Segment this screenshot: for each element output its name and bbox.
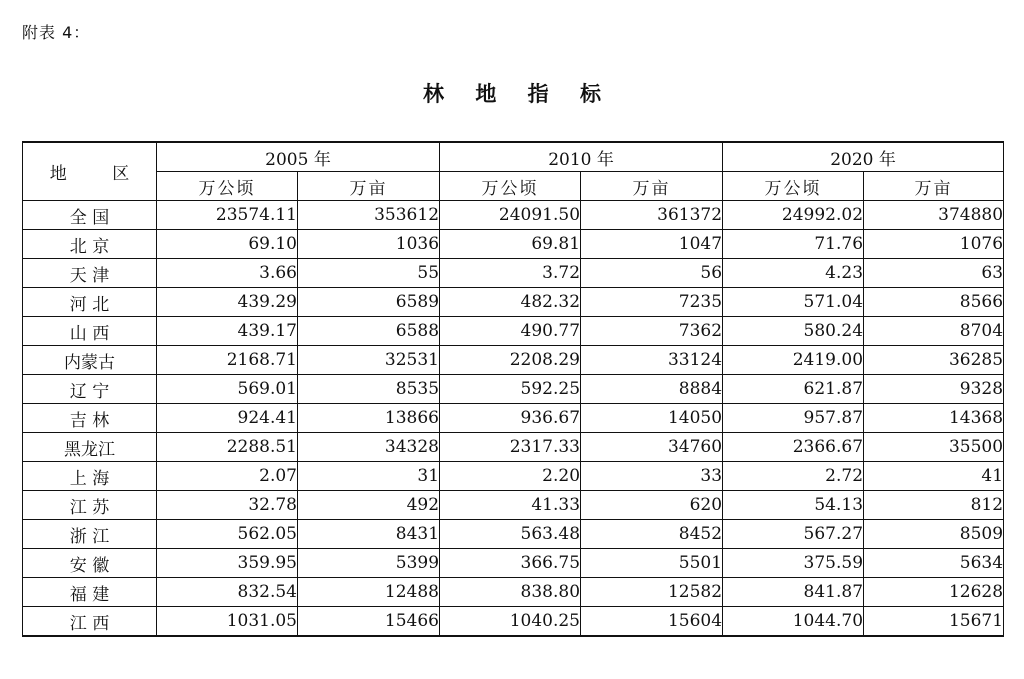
value-cell-hectare: 2.07 [157,462,298,491]
value-cell-hectare: 621.87 [723,375,864,404]
region-header: 地 区 [23,142,157,201]
value-cell-hectare: 439.29 [157,288,298,317]
value-cell-hectare: 490.77 [440,317,581,346]
value-cell-mu: 8509 [864,520,1004,549]
value-cell-mu: 12488 [298,578,440,607]
value-cell-hectare: 957.87 [723,404,864,433]
annex-label: 附表 4： [22,23,91,42]
value-cell-mu: 9328 [864,375,1004,404]
value-cell-mu: 34760 [581,433,723,462]
value-cell-mu: 31 [298,462,440,491]
value-cell-mu: 35500 [864,433,1004,462]
value-cell-hectare: 2419.00 [723,346,864,375]
value-cell-mu: 41 [864,462,1004,491]
value-cell-mu: 374880 [864,201,1004,230]
region-cell: 浙 江 [23,520,157,549]
value-cell-mu: 33124 [581,346,723,375]
value-cell-mu: 361372 [581,201,723,230]
value-cell-hectare: 2208.29 [440,346,581,375]
value-cell-hectare: 1040.25 [440,607,581,637]
value-cell-mu: 14368 [864,404,1004,433]
table-row [23,462,1004,491]
value-cell-mu: 8566 [864,288,1004,317]
region-cell: 上 海 [23,462,157,491]
region-cell: 吉 林 [23,404,157,433]
value-cell-mu: 1076 [864,230,1004,259]
value-cell-mu: 8431 [298,520,440,549]
value-cell-hectare: 3.72 [440,259,581,288]
table-row [23,259,1004,288]
region-cell: 天 津 [23,259,157,288]
value-cell-mu: 36285 [864,346,1004,375]
table-row [23,201,1004,230]
value-cell-mu: 812 [864,491,1004,520]
value-cell-hectare: 562.05 [157,520,298,549]
year-header-2010: 2010 年 [440,142,723,172]
table-row [23,520,1004,549]
unit-header-mu: 万亩 [581,172,723,201]
value-cell-mu: 33 [581,462,723,491]
value-cell-mu: 14050 [581,404,723,433]
value-cell-hectare: 24992.02 [723,201,864,230]
value-cell-mu: 34328 [298,433,440,462]
year-header-2020: 2020 年 [723,142,1004,172]
value-cell-hectare: 924.41 [157,404,298,433]
table-body [23,201,1004,637]
table-row [23,288,1004,317]
value-cell-hectare: 3.66 [157,259,298,288]
value-cell-hectare: 832.54 [157,578,298,607]
value-cell-hectare: 841.87 [723,578,864,607]
value-cell-hectare: 936.67 [440,404,581,433]
region-cell: 安 徽 [23,549,157,578]
value-cell-hectare: 482.32 [440,288,581,317]
value-cell-mu: 5501 [581,549,723,578]
value-cell-mu: 8535 [298,375,440,404]
table-title: 林 地 指 标 [423,82,613,106]
value-cell-mu: 12582 [581,578,723,607]
region-cell: 全 国 [23,201,157,230]
year-header-2005: 2005 年 [157,142,440,172]
table-row [23,346,1004,375]
value-cell-hectare: 2366.67 [723,433,864,462]
value-cell-mu: 8704 [864,317,1004,346]
value-cell-mu: 353612 [298,201,440,230]
value-cell-mu: 63 [864,259,1004,288]
value-cell-mu: 8452 [581,520,723,549]
value-cell-mu: 32531 [298,346,440,375]
region-cell: 黑龙江 [23,433,157,462]
value-cell-hectare: 2317.33 [440,433,581,462]
region-cell: 福 建 [23,578,157,607]
value-cell-mu: 5399 [298,549,440,578]
value-cell-hectare: 375.59 [723,549,864,578]
value-cell-mu: 7235 [581,288,723,317]
value-cell-mu: 12628 [864,578,1004,607]
value-cell-mu: 15671 [864,607,1004,637]
table-row [23,578,1004,607]
value-cell-mu: 6588 [298,317,440,346]
value-cell-hectare: 439.17 [157,317,298,346]
region-cell: 江 苏 [23,491,157,520]
value-cell-hectare: 366.75 [440,549,581,578]
table-row [23,607,1004,637]
table-row [23,375,1004,404]
value-cell-mu: 15604 [581,607,723,637]
value-cell-hectare: 838.80 [440,578,581,607]
region-cell: 辽 宁 [23,375,157,404]
unit-header-mu: 万亩 [864,172,1004,201]
value-cell-hectare: 2288.51 [157,433,298,462]
value-cell-hectare: 4.23 [723,259,864,288]
region-cell: 山 西 [23,317,157,346]
value-cell-hectare: 580.24 [723,317,864,346]
value-cell-mu: 1036 [298,230,440,259]
value-cell-hectare: 2168.71 [157,346,298,375]
table-row [23,230,1004,259]
value-cell-mu: 620 [581,491,723,520]
value-cell-hectare: 54.13 [723,491,864,520]
value-cell-mu: 7362 [581,317,723,346]
table-row [23,433,1004,462]
unit-header-mu: 万亩 [298,172,440,201]
value-cell-hectare: 24091.50 [440,201,581,230]
table-row [23,317,1004,346]
value-cell-hectare: 23574.11 [157,201,298,230]
value-cell-mu: 6589 [298,288,440,317]
value-cell-hectare: 69.81 [440,230,581,259]
value-cell-mu: 55 [298,259,440,288]
value-cell-hectare: 2.72 [723,462,864,491]
region-cell: 江 西 [23,607,157,637]
region-cell: 河 北 [23,288,157,317]
value-cell-hectare: 569.01 [157,375,298,404]
value-cell-mu: 13866 [298,404,440,433]
unit-header-hectare: 万公顷 [157,172,298,201]
value-cell-mu: 1047 [581,230,723,259]
forest-land-table [22,141,1004,637]
unit-header-hectare: 万公顷 [440,172,581,201]
value-cell-hectare: 69.10 [157,230,298,259]
value-cell-hectare: 592.25 [440,375,581,404]
region-cell: 内蒙古 [23,346,157,375]
value-cell-hectare: 1044.70 [723,607,864,637]
value-cell-hectare: 567.27 [723,520,864,549]
table-row [23,404,1004,433]
header-row-years [23,142,1004,172]
table-row [23,549,1004,578]
value-cell-mu: 8884 [581,375,723,404]
header-row-units [23,172,1004,201]
value-cell-hectare: 41.33 [440,491,581,520]
value-cell-hectare: 359.95 [157,549,298,578]
value-cell-hectare: 1031.05 [157,607,298,637]
value-cell-mu: 492 [298,491,440,520]
unit-header-hectare: 万公顷 [723,172,864,201]
value-cell-hectare: 571.04 [723,288,864,317]
table-row [23,491,1004,520]
value-cell-mu: 15466 [298,607,440,637]
value-cell-hectare: 563.48 [440,520,581,549]
region-cell: 北 京 [23,230,157,259]
value-cell-mu: 5634 [864,549,1004,578]
value-cell-hectare: 71.76 [723,230,864,259]
value-cell-hectare: 2.20 [440,462,581,491]
value-cell-hectare: 32.78 [157,491,298,520]
value-cell-mu: 56 [581,259,723,288]
